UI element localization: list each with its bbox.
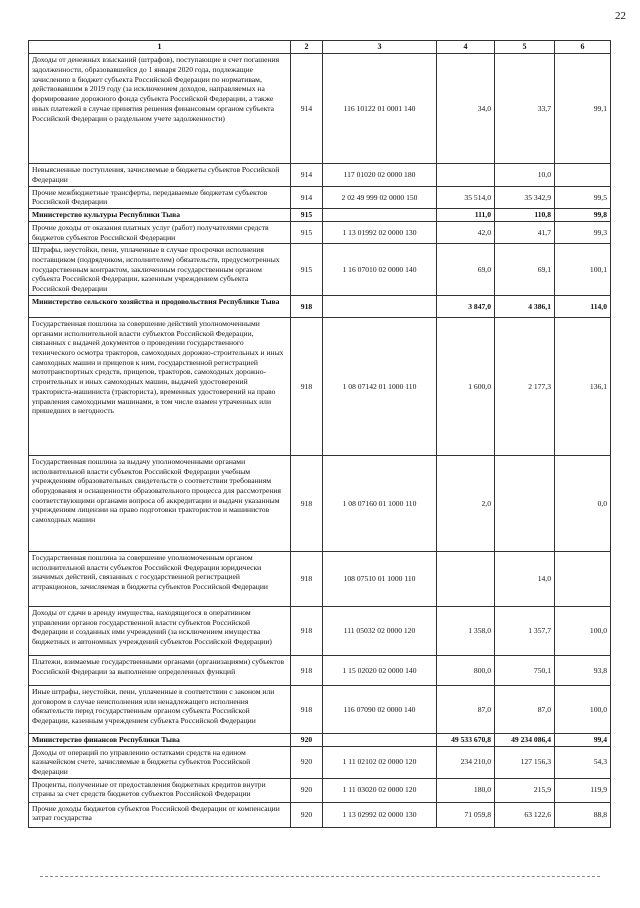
row-budget-code: 1 13 01992 02 0000 130 bbox=[323, 221, 437, 243]
table-row bbox=[29, 606, 611, 655]
row-actual-amount bbox=[495, 455, 555, 551]
row-actual-amount: 4 386,1 bbox=[495, 295, 555, 317]
row-name: Министерство сельского хозяйства и продовольствия Республики Тыва bbox=[29, 295, 291, 317]
page-bottom-rule bbox=[40, 876, 600, 877]
row-name: Прочие доходы бюджетов субъектов Российской Федерации от компенсации затрат государства bbox=[29, 802, 291, 827]
page-number: 22 bbox=[615, 10, 626, 22]
row-name: Государственная пошлина за совершение действий уполномоченными органами исполнительной власти субъектов Российской Федерации, связанных с выдачей документов о проведении государственного технического осмотра тракторов, самоходных дорожно-строительных и иных самоходных машин и прицепов к ним, государственной регистрацией мототранспортных средств, прицепов, тракторов, самоходных дорожно-строительных и иных самоходных машин, выдачей удостоверений тракториста-машиниста (тракториста), временных удостоверений на право управления самоходными машинами, в том числе взамен утраченных или пришедших в негодность bbox=[29, 317, 291, 455]
row-name: Государственная пошлина за выдачу уполномоченными органами исполнительной власти субъектов Российской Федерации учебным учреждениям образовательных свидетельств о соответствии требованиям оборудования и оснащенности образовательного процесса для рассмотрения соответствующими органами вопроса об аккредитации и выдачи указанным учреждениям лицензии на право подготовки трактористов и машинистов самоходных машин bbox=[29, 455, 291, 551]
row-admin-code: 918 bbox=[291, 685, 323, 733]
row-budget-code bbox=[323, 209, 437, 222]
row-admin-code: 918 bbox=[291, 606, 323, 655]
row-planned-amount bbox=[437, 551, 495, 606]
row-budget-code bbox=[323, 733, 437, 746]
table-row bbox=[29, 455, 611, 551]
column-header-5: 5 bbox=[495, 41, 555, 54]
row-planned-amount: 234 210,0 bbox=[437, 746, 495, 778]
row-execution-percent bbox=[555, 551, 611, 606]
column-header-3: 3 bbox=[323, 41, 437, 54]
row-admin-code: 920 bbox=[291, 746, 323, 778]
row-name: Доходы от сдачи в аренду имущества, находящегося в оперативном управлении органов государственной власти субъектов Российской Федерации и созданных ими учреждений (за исключением имущества бюджетных и автономных учреждений субъектов Российской Федерации) bbox=[29, 606, 291, 655]
table-row bbox=[29, 746, 611, 778]
row-actual-amount: 2 177,3 bbox=[495, 317, 555, 455]
row-actual-amount: 69,1 bbox=[495, 244, 555, 296]
row-actual-amount: 33,7 bbox=[495, 54, 555, 164]
row-planned-amount: 69,0 bbox=[437, 244, 495, 296]
row-actual-amount: 215,9 bbox=[495, 778, 555, 802]
row-budget-code: 1 08 07160 01 1000 110 bbox=[323, 455, 437, 551]
row-execution-percent: 88,8 bbox=[555, 802, 611, 827]
row-name: Министерство культуры Республики Тыва bbox=[29, 209, 291, 222]
table-row bbox=[29, 317, 611, 455]
table-row bbox=[29, 186, 611, 208]
row-execution-percent: 100,0 bbox=[555, 606, 611, 655]
row-name: Государственная пошлина за совершение уполномоченным органом исполнительной власти субъектов Российской Федерации юридически значимых действий, связанных с государственной регистрацией аттракционов, зачисляемая в бюджеты субъектов Российской Федерации bbox=[29, 551, 291, 606]
row-budget-code: 117 01020 02 0000 180 bbox=[323, 164, 437, 186]
row-planned-amount: 1 358,0 bbox=[437, 606, 495, 655]
row-budget-code: 108 07510 01 1000 110 bbox=[323, 551, 437, 606]
row-planned-amount: 111,0 bbox=[437, 209, 495, 222]
row-name: Министерство финансов Республики Тыва bbox=[29, 733, 291, 746]
row-admin-code: 915 bbox=[291, 209, 323, 222]
row-admin-code: 914 bbox=[291, 164, 323, 186]
row-execution-percent bbox=[555, 164, 611, 186]
row-execution-percent: 0,0 bbox=[555, 455, 611, 551]
row-execution-percent: 100,0 bbox=[555, 685, 611, 733]
row-budget-code: 1 11 02102 02 0000 120 bbox=[323, 746, 437, 778]
row-admin-code: 914 bbox=[291, 54, 323, 164]
row-name: Доходы от операций по управлению остатками средств на едином казначейском счете, зачисляемые в бюджеты субъектов Российской Федерации bbox=[29, 746, 291, 778]
row-admin-code: 918 bbox=[291, 455, 323, 551]
row-execution-percent: 99,3 bbox=[555, 221, 611, 243]
row-budget-code: 2 02 49 999 02 0000 150 bbox=[323, 186, 437, 208]
row-execution-percent: 136,1 bbox=[555, 317, 611, 455]
row-budget-code: 1 15 02020 02 0000 140 bbox=[323, 655, 437, 685]
row-actual-amount: 10,0 bbox=[495, 164, 555, 186]
table-row bbox=[29, 655, 611, 685]
row-planned-amount: 800,0 bbox=[437, 655, 495, 685]
table-row bbox=[29, 551, 611, 606]
table-row bbox=[29, 164, 611, 186]
row-execution-percent: 100,1 bbox=[555, 244, 611, 296]
row-planned-amount: 87,0 bbox=[437, 685, 495, 733]
row-admin-code: 918 bbox=[291, 317, 323, 455]
row-planned-amount: 34,0 bbox=[437, 54, 495, 164]
row-execution-percent: 99,5 bbox=[555, 186, 611, 208]
row-planned-amount bbox=[437, 164, 495, 186]
budget-revenue-table bbox=[28, 40, 611, 828]
column-number-row bbox=[29, 41, 611, 54]
row-name: Доходы от денежных взысканий (штрафов), поступающие в счет погашения задолженности, образовавшейся до 1 января 2020 года, подлежащие зачислению в бюджет субъекта Российской Федерации по нормативам, действовавшим в 2019 году (за исключением доходов, направляемых на формирование дорожного фонда субъекта Российской Федерации, а также иных платежей в случае принятия решения финансовым органом субъекта Российской Федерации о раздельном учете задолженности) bbox=[29, 54, 291, 164]
row-name: Иные штрафы, неустойки, пени, уплаченные в соответствии с законом или договором в случае неисполнения или ненадлежащего исполнения обязательств перед государственным органом субъекта Российской Федерации, казенным учреждением субъекта Российской Федерации bbox=[29, 685, 291, 733]
row-actual-amount: 127 156,3 bbox=[495, 746, 555, 778]
table-row bbox=[29, 221, 611, 243]
row-planned-amount: 35 514,0 bbox=[437, 186, 495, 208]
row-budget-code: 111 05032 02 0000 120 bbox=[323, 606, 437, 655]
row-actual-amount: 35 342,9 bbox=[495, 186, 555, 208]
row-actual-amount: 110,8 bbox=[495, 209, 555, 222]
column-header-4: 4 bbox=[437, 41, 495, 54]
row-admin-code: 918 bbox=[291, 655, 323, 685]
row-planned-amount: 1 600,0 bbox=[437, 317, 495, 455]
row-budget-code: 1 11 03020 02 0000 120 bbox=[323, 778, 437, 802]
row-name: Проценты, полученные от предоставления бюджетных кредитов внутри страны за счет средств бюджетов субъектов Российской Федерации bbox=[29, 778, 291, 802]
row-budget-code: 116 07090 02 0000 140 bbox=[323, 685, 437, 733]
table-row bbox=[29, 244, 611, 296]
row-budget-code: 116 10122 01 0001 140 bbox=[323, 54, 437, 164]
row-actual-amount: 87,0 bbox=[495, 685, 555, 733]
row-budget-code: 1 13 02992 02 0000 130 bbox=[323, 802, 437, 827]
row-admin-code: 918 bbox=[291, 551, 323, 606]
table-body bbox=[29, 54, 611, 828]
row-planned-amount: 2,0 bbox=[437, 455, 495, 551]
row-actual-amount: 63 122,6 bbox=[495, 802, 555, 827]
table-row bbox=[29, 802, 611, 827]
row-name: Невыясненные поступления, зачисляемые в бюджеты субъектов Российской Федерации bbox=[29, 164, 291, 186]
row-admin-code: 914 bbox=[291, 186, 323, 208]
row-budget-code: 1 08 07142 01 1000 110 bbox=[323, 317, 437, 455]
row-admin-code: 920 bbox=[291, 778, 323, 802]
table-row bbox=[29, 778, 611, 802]
row-name: Прочие межбюджетные трансферты, передаваемые бюджетам субъектов Российской Федерации bbox=[29, 186, 291, 208]
row-name: Платежи, взимаемые государственными органами (организациями) субъектов Российской Федерации за выполнение определенных функций bbox=[29, 655, 291, 685]
row-admin-code: 915 bbox=[291, 221, 323, 243]
row-execution-percent: 93,8 bbox=[555, 655, 611, 685]
row-name: Прочие доходы от оказания платных услуг (работ) получателями средств бюджетов субъектов Российской Федерации bbox=[29, 221, 291, 243]
row-planned-amount: 42,0 bbox=[437, 221, 495, 243]
column-header-6: 6 bbox=[555, 41, 611, 54]
row-admin-code: 915 bbox=[291, 244, 323, 296]
column-header-1: 1 bbox=[29, 41, 291, 54]
table-row bbox=[29, 54, 611, 164]
row-admin-code: 918 bbox=[291, 295, 323, 317]
row-execution-percent: 54,3 bbox=[555, 746, 611, 778]
row-planned-amount: 3 847,0 bbox=[437, 295, 495, 317]
table-row bbox=[29, 685, 611, 733]
table-row bbox=[29, 209, 611, 222]
row-execution-percent: 99,4 bbox=[555, 733, 611, 746]
row-admin-code: 920 bbox=[291, 802, 323, 827]
row-execution-percent: 99,8 bbox=[555, 209, 611, 222]
row-execution-percent: 99,1 bbox=[555, 54, 611, 164]
row-actual-amount: 14,0 bbox=[495, 551, 555, 606]
row-planned-amount: 49 533 670,8 bbox=[437, 733, 495, 746]
row-actual-amount: 1 357,7 bbox=[495, 606, 555, 655]
row-actual-amount: 41,7 bbox=[495, 221, 555, 243]
column-header-2: 2 bbox=[291, 41, 323, 54]
table-row bbox=[29, 295, 611, 317]
row-actual-amount: 750,1 bbox=[495, 655, 555, 685]
row-name: Штрафы, неустойки, пени, уплаченные в случае просрочки исполнения поставщиком (подрядчиком, исполнителем) обязательств, предусмотренных государственным контрактом, заключенным государственным органом субъекта Российской Федерации, казенным учреждением субъекта Российской Федерации bbox=[29, 244, 291, 296]
row-admin-code: 920 bbox=[291, 733, 323, 746]
row-actual-amount: 49 234 086,4 bbox=[495, 733, 555, 746]
row-execution-percent: 119,9 bbox=[555, 778, 611, 802]
row-budget-code: 1 16 07010 02 0000 140 bbox=[323, 244, 437, 296]
table-row bbox=[29, 733, 611, 746]
row-planned-amount: 180,0 bbox=[437, 778, 495, 802]
row-budget-code bbox=[323, 295, 437, 317]
row-planned-amount: 71 059,8 bbox=[437, 802, 495, 827]
row-execution-percent: 114,0 bbox=[555, 295, 611, 317]
